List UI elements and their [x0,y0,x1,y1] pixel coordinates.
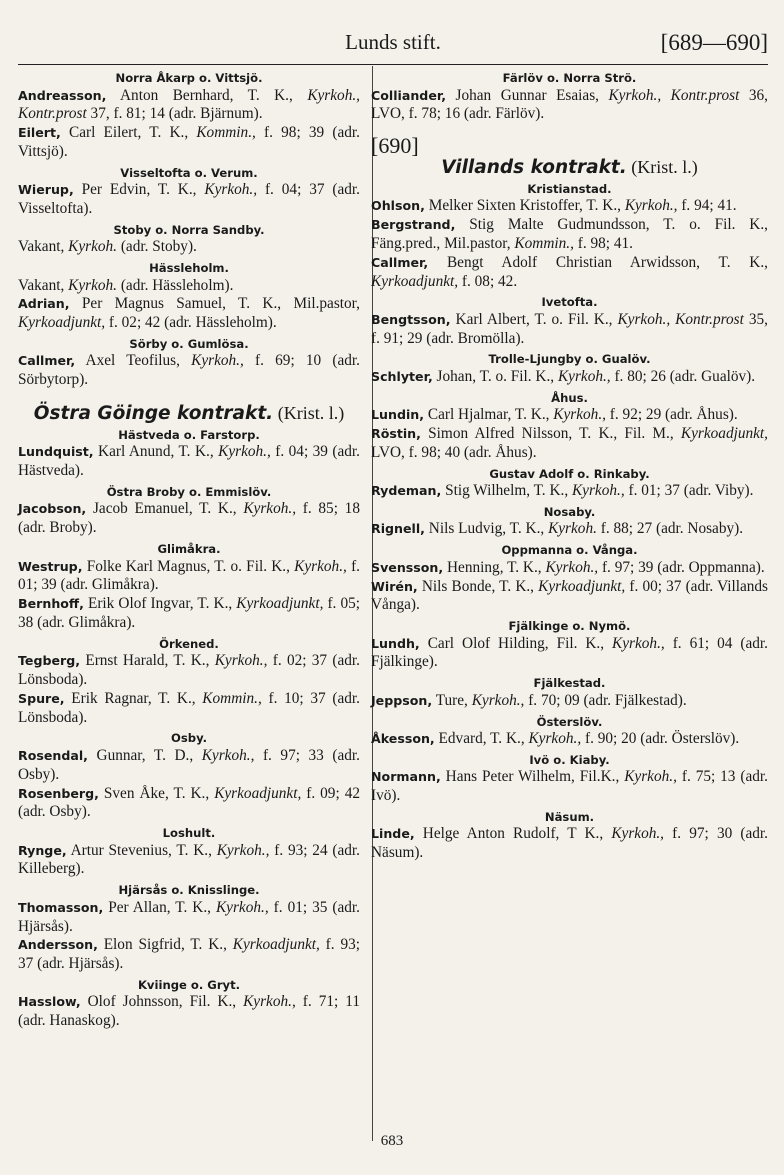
parish-heading: Hässleholm. [149,261,229,276]
parish-heading: Näsum. [544,809,595,824]
clergy-entry: Colliander, Johan Gunnar Esaias, Kyrkoh., Kontr.prost 36, LVO, f. 78; 16 (adr. Färlöv). [371,86,768,123]
header-rule [18,64,768,65]
clergy-entry: Rydeman, Stig Wilhelm, T. K., Kyrkoh., f. 01; 37 (adr. Viby). [371,482,754,500]
clergy-entry: Andersson, Elon Sigfrid, T. K., Kyrkoadjunkt, f. 93; 37 (adr. Hjärsås). [18,936,360,973]
parish-heading: Fjälkinge o. Nymö. [508,619,631,634]
clergy-entry: Tegberg, Ernst Harald, T. K., Kyrkoh., f. 02; 37 (adr. Lönsboda). [18,652,360,689]
parish-heading: Ivö o. Kiaby. [529,752,610,767]
clergy-entry: Thomasson, Per Allan, T. K., Kyrkoh., f. 01; 35 (adr. Hjärsås). [18,898,360,935]
left-column [18,70,360,1031]
clergy-entry: Jacobson, Jacob Emanuel, T. K., Kyrkoh., f. 85; 18 (adr. Broby). [18,500,360,537]
parish-heading: Örkened. [159,636,219,651]
clergy-entry: Rosenberg, Sven Åke, T. K., Kyrkoadjunkt, f. 09; 42 (adr. Osby). [18,784,360,821]
page-number: 683 [380,1133,404,1149]
clergy-entry: Wirén, Nils Bonde, T. K., Kyrkoadjunkt, f. 00; 37 (adr. Villands Vånga). [371,577,768,614]
parish-heading: Fjälkestad. [533,676,606,691]
clergy-entry: Lundin, Carl Hjalmar, T. K., Kyrkoh., f. 92; 29 (adr. Åhus). [371,406,738,424]
section-number: [690] [371,133,419,159]
clergy-entry: Bergstrand, Stig Malte Gudmundsson, T. o. Fil. K., Fäng.pred., Mil.pastor, Kommin., f. 98; 41. [371,216,768,252]
section-range: [689—690] [660,30,768,55]
parish-heading: Oppmanna o. Vånga. [501,543,638,558]
parish-heading: Stoby o. Norra Sandby. [113,222,265,237]
clergy-entry: Lundh, Carl Olof Hilding, Fil. K., Kyrkoh., f. 61; 04 (adr. Fjälkinge). [371,634,768,671]
clergy-entry: Jeppson, Ture, Kyrkoh., f. 70; 09 (adr. Fjälkestad). [371,691,687,709]
clergy-entry: Rosendal, Gunnar, T. D., Kyrkoh., f. 97; 33 (adr. Osby). [18,746,360,783]
clergy-entry: Rynge, Artur Stevenius, T. K., Kyrkoh., f. 93; 24 (adr. Killeberg). [18,841,361,878]
parish-heading: Trolle-Ljungby o. Gualöv. [488,352,651,367]
clergy-entry: Callmer, Axel Teofilus, Kyrkoh., f. 69; 10 (adr. Sörbytorp). [18,352,360,389]
clergy-entry: Ohlson, Melker Sixten Kristoffer, T. K., Kyrkoh., f. 94; 41. [371,197,737,215]
clergy-entry: Normann, Hans Peter Wilhelm, Fil.K., Kyrkoh., f. 75; 13 (adr. Ivö). [371,768,768,805]
clergy-entry: Lundquist, Karl Anund, T. K., Kyrkoh., f. 04; 39 (adr. Hästveda). [18,443,361,480]
parish-heading: Norra Åkarp o. Vittsjö. [115,71,263,85]
parish-heading: Nosaby. [543,504,596,519]
clergy-entry: Wierup, Per Edvin, T. K., Kyrkoh., f. 04; 37 (adr. Visseltofta). [18,181,360,217]
parish-heading: Östra Broby o. Emmislöv. [106,484,272,499]
kontrakt-heading: Östra Göinge kontrakt. (Krist. l.) [33,403,345,425]
page-header [18,30,768,64]
clergy-entry: Bengtsson, Karl Albert, T. o. Fil. K., Kyrkoh., Kontr.prost 35, f. 91; 29 (adr. Bromölla). [371,310,769,347]
clergy-entry: Svensson, Henning, T. K., Kyrkoh., f. 97; 39 (adr. Oppmanna). [371,558,765,576]
clergy-entry: Adrian, Per Magnus Samuel, T. K., Mil.pastor, Kyrkoadjunkt, f. 02; 42 (adr. Hässleholm). [18,295,360,332]
clergy-entry: Linde, Helge Anton Rudolf, T K., Kyrkoh., f. 97; 30 (adr. Näsum). [371,825,769,862]
parish-heading: Hjärsås o. Knisslinge. [118,883,260,898]
parish-heading: Glimåkra. [157,542,221,557]
clergy-entry: Eilert, Carl Eilert, T. K., Kommin., f. 98; 39 (adr. Vittsjö). [18,124,360,160]
clergy-entry: Schlyter, Johan, T. o. Fil. K., Kyrkoh., f. 80; 26 (adr. Gualöv). [371,367,756,385]
clergy-entry: Callmer, Bengt Adolf Christian Arwidsson, T. K., Kyrkoadjunkt, f. 08; 42. [371,253,768,290]
parish-heading: Loshult. [162,826,216,841]
parish-heading: Sörby o. Gumlösa. [129,336,249,351]
clergy-entry: Hasslow, Olof Johnsson, Fil. K., Kyrkoh., f. 71; 11 (adr. Hanaskog). [18,993,360,1030]
parish-heading: Ivetofta. [541,295,598,310]
right-column [371,70,768,863]
parish-heading: Hästveda o. Farstorp. [118,427,260,442]
clergy-entry: Westrup, Folke Karl Magnus, T. o. Fil. K., Kyrkoh., f. 01; 39 (adr. Glimåkra). [18,557,360,594]
parish-heading: Gustav Adolf o. Rinkaby. [489,466,650,481]
clergy-entry: Åkesson, Edvard, T. K., Kyrkoh., f. 90; 20 (adr. Österslöv). [371,730,740,748]
clergy-entry: Bernhoff, Erik Olof Ingvar, T. K., Kyrkoadjunkt, f. 05; 38 (adr. Glimåkra). [18,595,360,631]
clergy-entry: Röstin, Simon Alfred Nilsson, T. K., Fil. M., Kyrkoadjunkt, LVO, f. 98; 40 (adr. Åhus). [371,425,768,461]
parish-heading: Färlöv o. Norra Strö. [502,71,637,85]
parish-heading: Kviinge o. Gryt. [137,977,241,992]
clergy-entry: Andreasson, Anton Bernhard, T. K., Kyrkoh., Kontr.prost 37, f. 81; 14 (adr. Bjärnum). [18,86,360,123]
parish-heading: Visseltofta o. Verum. [120,165,258,180]
clergy-entry: Vakant, Kyrkoh. (adr. Hässleholm). [18,276,234,294]
running-title: Lunds stift. [345,30,441,54]
parish-heading: Åhus. [551,390,588,405]
clergy-entry: Spure, Erik Ragnar, T. K., Kommin., f. 10; 37 (adr. Lönsboda). [18,689,360,726]
parish-heading: Kristianstad. [527,181,612,196]
clergy-entry: Rignell, Nils Ludvig, T. K., Kyrkoh. f. 88; 27 (adr. Nosaby). [371,520,744,538]
parish-heading: Osby. [171,731,207,746]
clergy-entry: Vakant, Kyrkoh. (adr. Stoby). [18,238,197,256]
parish-heading: Österslöv. [536,714,603,729]
kontrakt-heading: Villands kontrakt. (Krist. l.) [441,157,698,179]
